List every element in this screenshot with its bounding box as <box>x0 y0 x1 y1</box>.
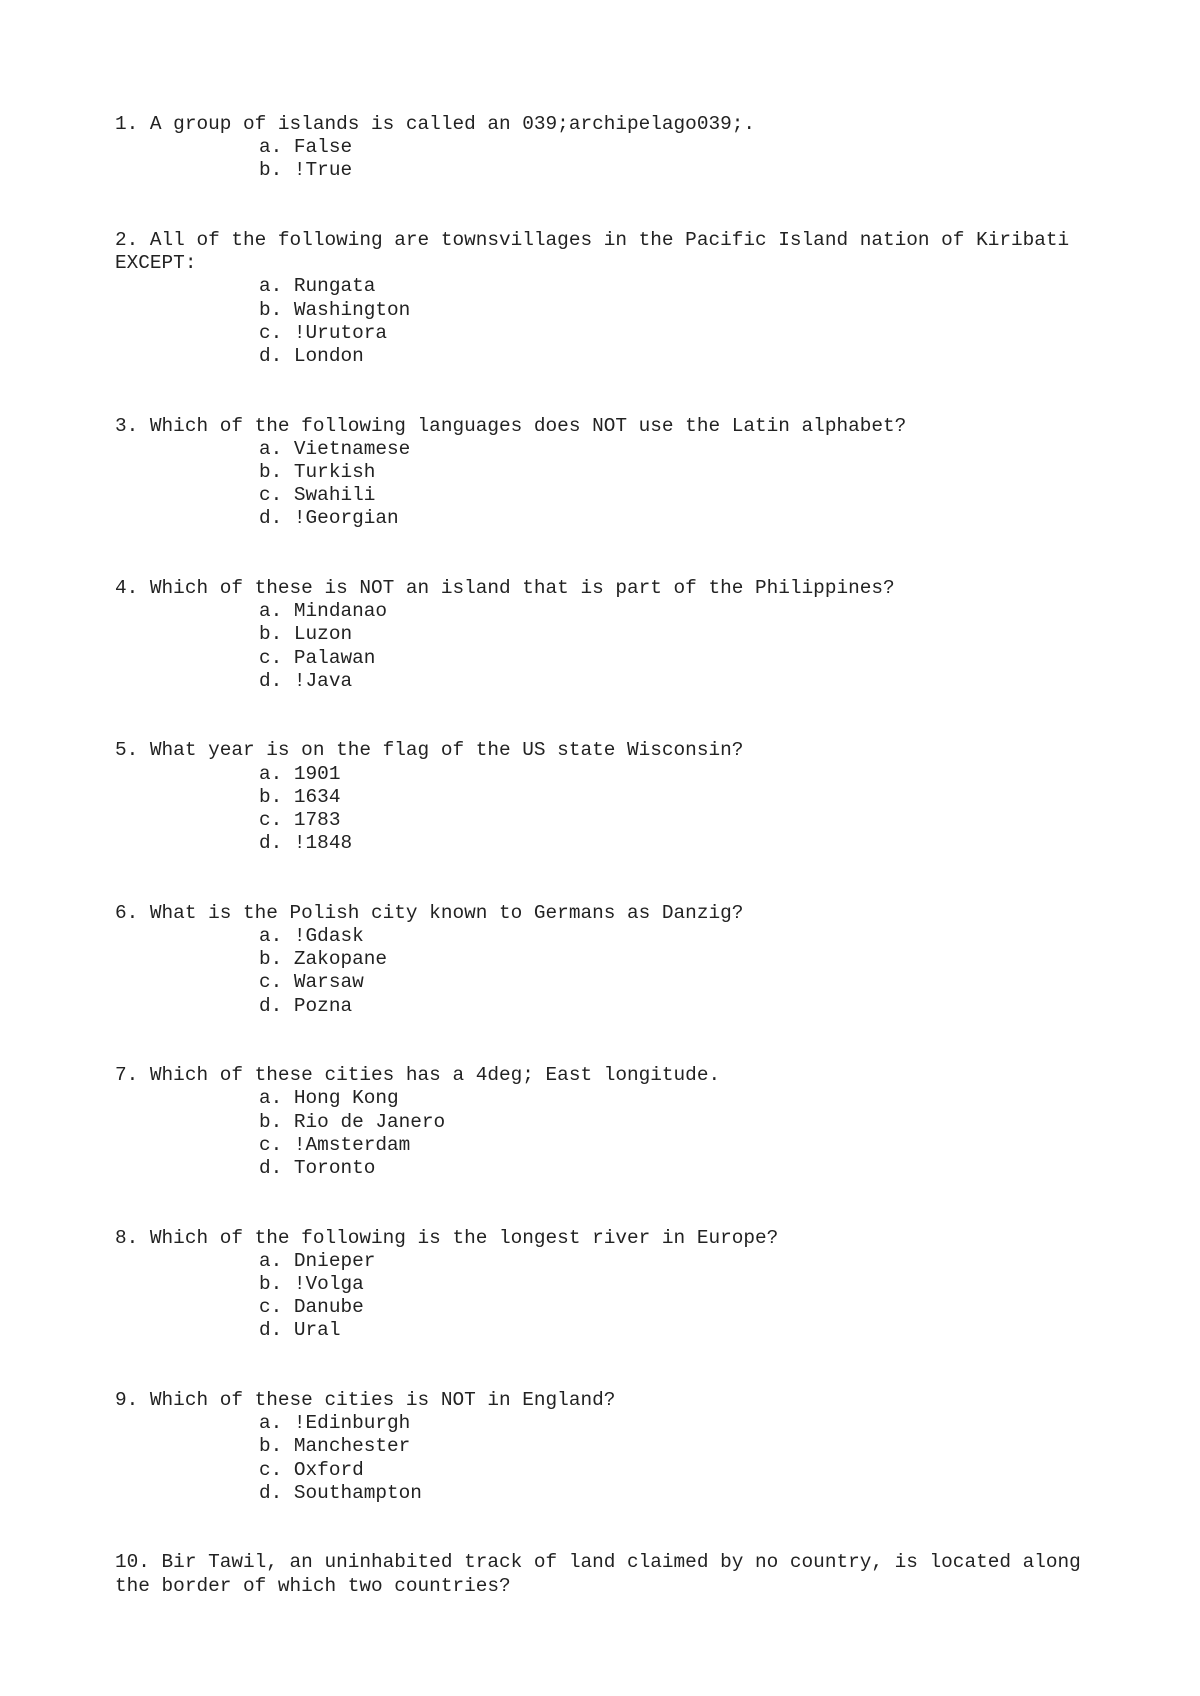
answer-option: a. Hong Kong <box>259 1087 399 1110</box>
answer-option: a. Mindanao <box>259 600 387 623</box>
answer-option: c. Warsaw <box>259 971 364 994</box>
answer-options <box>115 275 1095 368</box>
answer-option: d. !Georgian <box>259 507 399 530</box>
question-8 <box>115 1227 1095 1343</box>
answer-option: d. London <box>259 345 364 368</box>
answer-option: b. Zakopane <box>259 948 387 971</box>
question-text: 1. A group of islands is called an 039;archipelago039;. <box>115 113 755 135</box>
answer-option: c. 1783 <box>259 809 341 832</box>
question-7 <box>115 1064 1095 1180</box>
answer-option: b. Turkish <box>259 461 376 484</box>
question-1 <box>115 113 1095 183</box>
question-4 <box>115 577 1095 693</box>
answer-option: b. Luzon <box>259 623 353 646</box>
answer-option: c. !Urutora <box>259 321 387 344</box>
answer-option: d. Pozna <box>259 994 353 1017</box>
answer-option: b. Manchester <box>259 1435 411 1458</box>
answer-option: d. !1848 <box>259 832 353 855</box>
question-text: 5. What year is on the flag of the US state Wisconsin? <box>115 739 744 762</box>
answer-option: d. Ural <box>259 1319 341 1342</box>
question-text: 8. Which of the following is the longest river in Europe? <box>115 1226 779 1249</box>
answer-option: c. Oxford <box>259 1458 364 1481</box>
question-2 <box>115 229 1095 368</box>
answer-option: a. Rungata <box>259 275 376 298</box>
answer-options <box>115 1412 1095 1505</box>
answer-options <box>115 600 1095 693</box>
question-6 <box>115 902 1095 1018</box>
question-text: 10. Bir Tawil, an uninhabited track of land claimed by no country, is located along the border of which two countries? <box>115 1551 1093 1597</box>
answer-option: a. Vietnamese <box>259 437 411 460</box>
answer-option: d. Southampton <box>259 1481 422 1504</box>
answer-options <box>115 438 1095 531</box>
answer-option: b. !True <box>259 159 353 182</box>
answer-option: a. Dnieper <box>259 1249 376 1272</box>
question-5 <box>115 739 1095 855</box>
answer-options <box>115 1087 1095 1180</box>
question-text: 3. Which of the following languages does NOT use the Latin alphabet? <box>115 414 907 437</box>
answer-option: b. Rio de Janero <box>259 1110 446 1133</box>
question-text: 6. What is the Polish city known to Germans as Danzig? <box>115 901 744 924</box>
answer-option: c. Swahili <box>259 484 376 507</box>
answer-option: a. !Gdask <box>259 925 364 948</box>
answer-option: c. Danube <box>259 1296 364 1319</box>
answer-options <box>115 925 1095 1018</box>
question-9 <box>115 1389 1095 1505</box>
answer-option: a. !Edinburgh <box>259 1412 411 1435</box>
question-text: 9. Which of these cities is NOT in England? <box>115 1389 616 1412</box>
quiz-content <box>115 113 1095 1644</box>
question-10 <box>115 1551 1095 1597</box>
answer-option: c. !Amsterdam <box>259 1133 411 1156</box>
answer-options <box>115 763 1095 856</box>
answer-option: b. 1634 <box>259 785 341 808</box>
question-3 <box>115 415 1095 531</box>
answer-option: a. False <box>259 136 353 159</box>
answer-option: d. Toronto <box>259 1157 376 1180</box>
answer-options <box>115 1250 1095 1343</box>
question-text: 7. Which of these cities has a 4deg; East longitude. <box>115 1064 721 1087</box>
question-text: 4. Which of these is NOT an island that is part of the Philippines? <box>115 577 895 600</box>
question-text: 2. All of the following are townsvillages in the Pacific Island nation of Kiribati EXCEPT: <box>115 229 1081 275</box>
answer-options <box>115 136 1095 182</box>
answer-option: b. !Volga <box>259 1273 364 1296</box>
answer-option: c. Palawan <box>259 646 376 669</box>
answer-option: a. 1901 <box>259 762 341 785</box>
answer-option: d. !Java <box>259 669 353 692</box>
answer-option: b. Washington <box>259 298 411 321</box>
